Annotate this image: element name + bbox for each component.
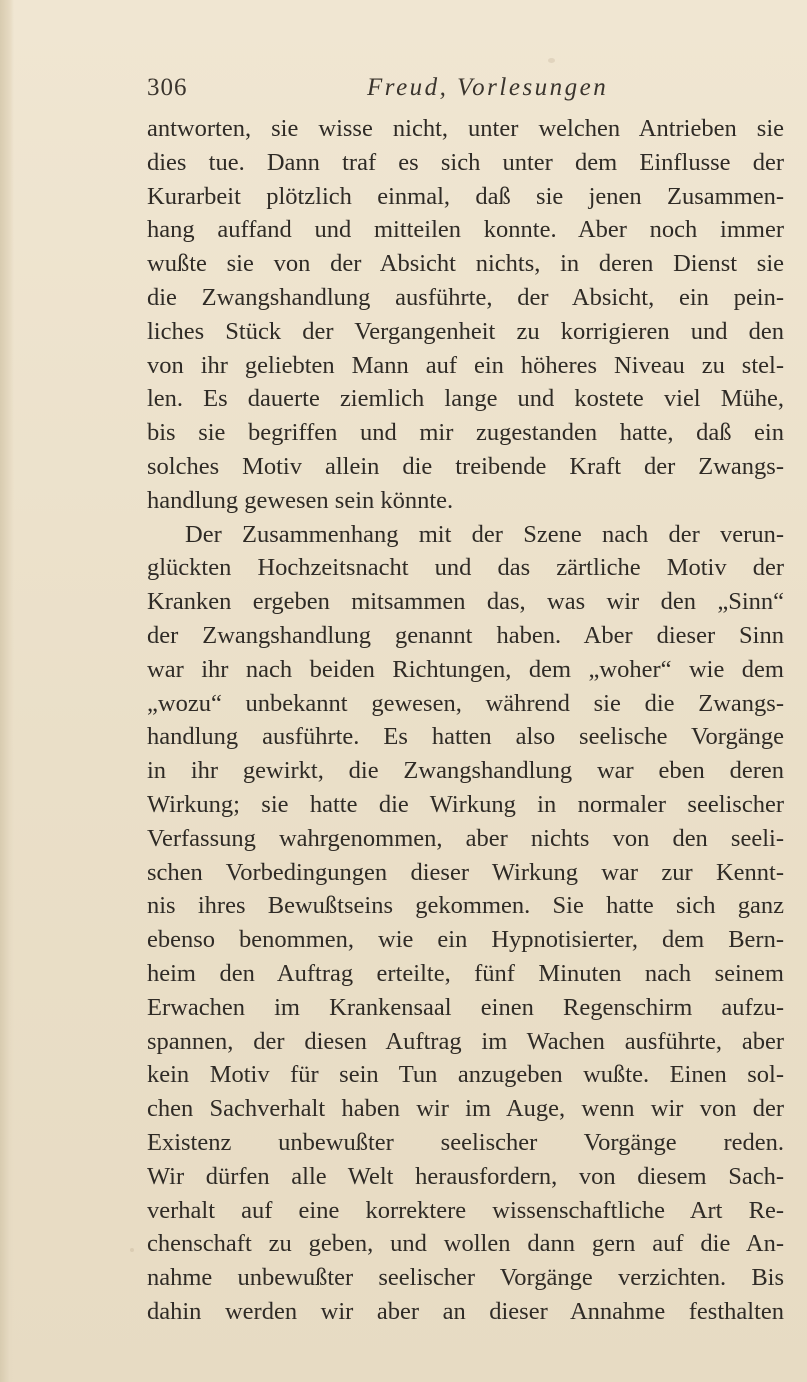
text-line: hang auffand und mitteilen konnte. Aber noch immer [147, 216, 784, 244]
text-line: Wirkung; sie hatte die Wirkung in normaler seelischer [147, 790, 784, 818]
text-line: Verfassung wahrgenommen, aber nichts von den seeli- [147, 824, 784, 852]
page-gutter-edge [0, 0, 14, 1382]
text-line: nahme unbewußter seelischer Vorgänge verzichten. Bis [147, 1264, 784, 1292]
text-line: liches Stück der Vergangenheit zu korrigieren und den [147, 317, 784, 345]
text-line: heim den Auftrag erteilte, fünf Minuten nach seinem [147, 959, 784, 987]
text-line: war ihr nach beiden Richtungen, dem „woher“ wie dem [147, 655, 784, 683]
text-line: glückten Hochzeitsnacht und das zärtliche Motiv der [147, 554, 784, 582]
text-line: len. Es dauerte ziemlich lange und kostete viel Mühe, [147, 385, 784, 413]
text-line: Der Zusammenhang mit der Szene nach der verun- [185, 520, 784, 548]
text-line: schen Vorbedingungen dieser Wirkung war zur Kennt- [147, 858, 784, 886]
paper-spot [130, 1248, 134, 1252]
text-line: Existenz unbewußter seelischer Vorgänge reden. [147, 1128, 784, 1156]
text-line: nis ihres Bewußtseins gekommen. Sie hatte sich ganz [147, 892, 784, 920]
text-line: Kurarbeit plötzlich einmal, daß sie jenen Zusammen- [147, 182, 784, 210]
text-line: chen Sachverhalt haben wir im Auge, wenn wir von der [147, 1095, 784, 1123]
running-title: Freud, Vorlesungen [367, 74, 609, 101]
text-line: Kranken ergeben mitsammen das, was wir den „Sinn“ [147, 588, 784, 616]
text-line: Erwachen im Krankensaal einen Regenschirm aufzu- [147, 993, 784, 1021]
text-line: solches Motiv allein die treibende Kraft der Zwangs- [147, 452, 784, 480]
text-line: handlung ausführte. Es hatten also seelische Vorgänge [147, 723, 784, 751]
text-line: chenschaft zu geben, und wollen dann gern auf die An- [147, 1230, 784, 1258]
text-line: antworten, sie wisse nicht, unter welchen Antrieben sie [147, 115, 784, 142]
text-line: die Zwangshandlung ausführte, der Absicht, ein pein- [147, 283, 784, 311]
text-line: „wozu“ unbekannt gewesen, während sie die Zwangs- [147, 689, 784, 717]
paper-spot [548, 58, 555, 63]
text-line: wußte sie von der Absicht nichts, in deren Dienst sie [147, 250, 784, 278]
text-line: dies tue. Dann traf es sich unter dem Einflusse der [147, 148, 784, 176]
text-line: bis sie begriffen und mir zugestanden hatte, daß ein [147, 419, 784, 447]
text-line: handlung gewesen sein könnte. [147, 486, 454, 514]
text-line: ebenso benommen, wie ein Hypnotisierter, dem Bern- [147, 926, 784, 954]
text-line: kein Motiv für sein Tun anzugeben wußte. Einen sol- [147, 1061, 784, 1089]
text-line: dahin werden wir aber an dieser Annahme festhalten [147, 1297, 784, 1325]
running-head [147, 74, 782, 108]
text-line: Wir dürfen alle Welt herausfordern, von diesem Sach- [147, 1162, 784, 1190]
text-line: in ihr gewirkt, die Zwangshandlung war eben deren [147, 757, 784, 785]
body-text [147, 112, 784, 1329]
text-line: der Zwangshandlung genannt haben. Aber dieser Sinn [147, 621, 784, 649]
text-line: verhalt auf eine korrektere wissenschaftliche Art Re- [147, 1196, 784, 1224]
text-line: spannen, der diesen Auftrag im Wachen ausführte, aber [147, 1027, 784, 1055]
text-line: von ihr geliebten Mann auf ein höheres Niveau zu stel- [147, 351, 784, 379]
page-number: 306 [147, 74, 188, 101]
